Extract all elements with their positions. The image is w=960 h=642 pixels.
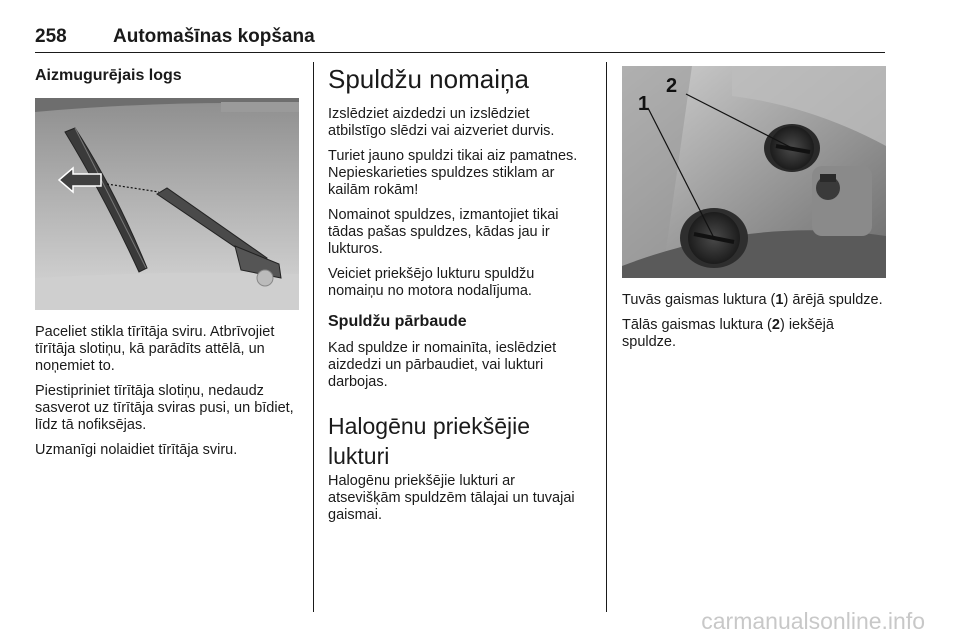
high-beam-ref: 2 (771, 317, 780, 333)
column-3 (622, 62, 886, 359)
headlight-bulbs-photo (622, 66, 886, 278)
halogen-headlights-paragraph: Halogēnu priekšējie lukturi ar atsevišķām spuldzēm tālajai un tuvajai gaismai. (328, 473, 575, 523)
figure-label-2: 2 (666, 75, 678, 97)
col1-paragraph-3: Uzmanīgi nolaidiet tīrītāja sviru. (35, 442, 238, 458)
page-number: 258 (35, 26, 67, 47)
bulb-check-heading: Spuldžu pārbaude (328, 313, 467, 330)
chapter-title: Automašīnas kopšana (113, 26, 315, 47)
rear-window-heading: Aizmugurējais logs (35, 67, 182, 84)
col2-paragraph-3: Nomainot spuldzes, izmantojiet tikai tādas pašas spuldzes, kādas jau ir lukturos. (328, 207, 559, 257)
wiper-illustration (35, 98, 299, 310)
figure-label-1: 1 (638, 93, 650, 115)
watermark: carmanualsonline.info (701, 608, 925, 634)
col2-paragraph-1: Izslēdziet aizdedzi un izslēdziet atbilstīgo slēdzi vai aizveriet durvis. (328, 106, 555, 139)
halogen-headlights-heading: Halogēnu priekšējie lukturi (328, 413, 531, 469)
low-beam-ref: 1 (775, 292, 784, 308)
col1-paragraph-2: Piestipriniet tīrītāja slotiņu, nedaudz sasverot uz tīrītāja sviras pusi, un bīdiet, līdz tā nofiksējas. (35, 383, 294, 433)
column-2 (328, 62, 590, 532)
column-divider-1 (313, 62, 314, 612)
column-divider-2 (606, 62, 607, 612)
bulb-replacement-title: Spuldžu nomaiņa (328, 64, 529, 94)
col2-paragraph-2: Turiet jauno spuldzi tikai aiz pamatnes. Nepieskarieties spuldzes stiklam ar kailām rokām! (328, 148, 578, 198)
col1-paragraph-1: Paceliet stikla tīrītāja sviru. Atbrīvojiet tīrītāja slotiņu, kā parādīts attēlā, un noņemiet to. (35, 324, 275, 374)
low-beam-paragraph: Tuvās gaismas luktura (1) ārējā spuldze. (622, 292, 883, 308)
column-1 (35, 62, 299, 467)
col2-paragraph-4: Veiciet priekšējo lukturu spuldžu nomaiņu no motora nodalījuma. (328, 266, 535, 299)
bulb-check-paragraph: Kad spuldze ir nomainīta, ieslēdziet aizdedzi un pārbaudiet, vai lukturi darbojas. (328, 340, 557, 390)
page-header (35, 22, 885, 53)
high-beam-paragraph: Tālās gaismas luktura (2) iekšējā spuldze. (622, 317, 834, 350)
